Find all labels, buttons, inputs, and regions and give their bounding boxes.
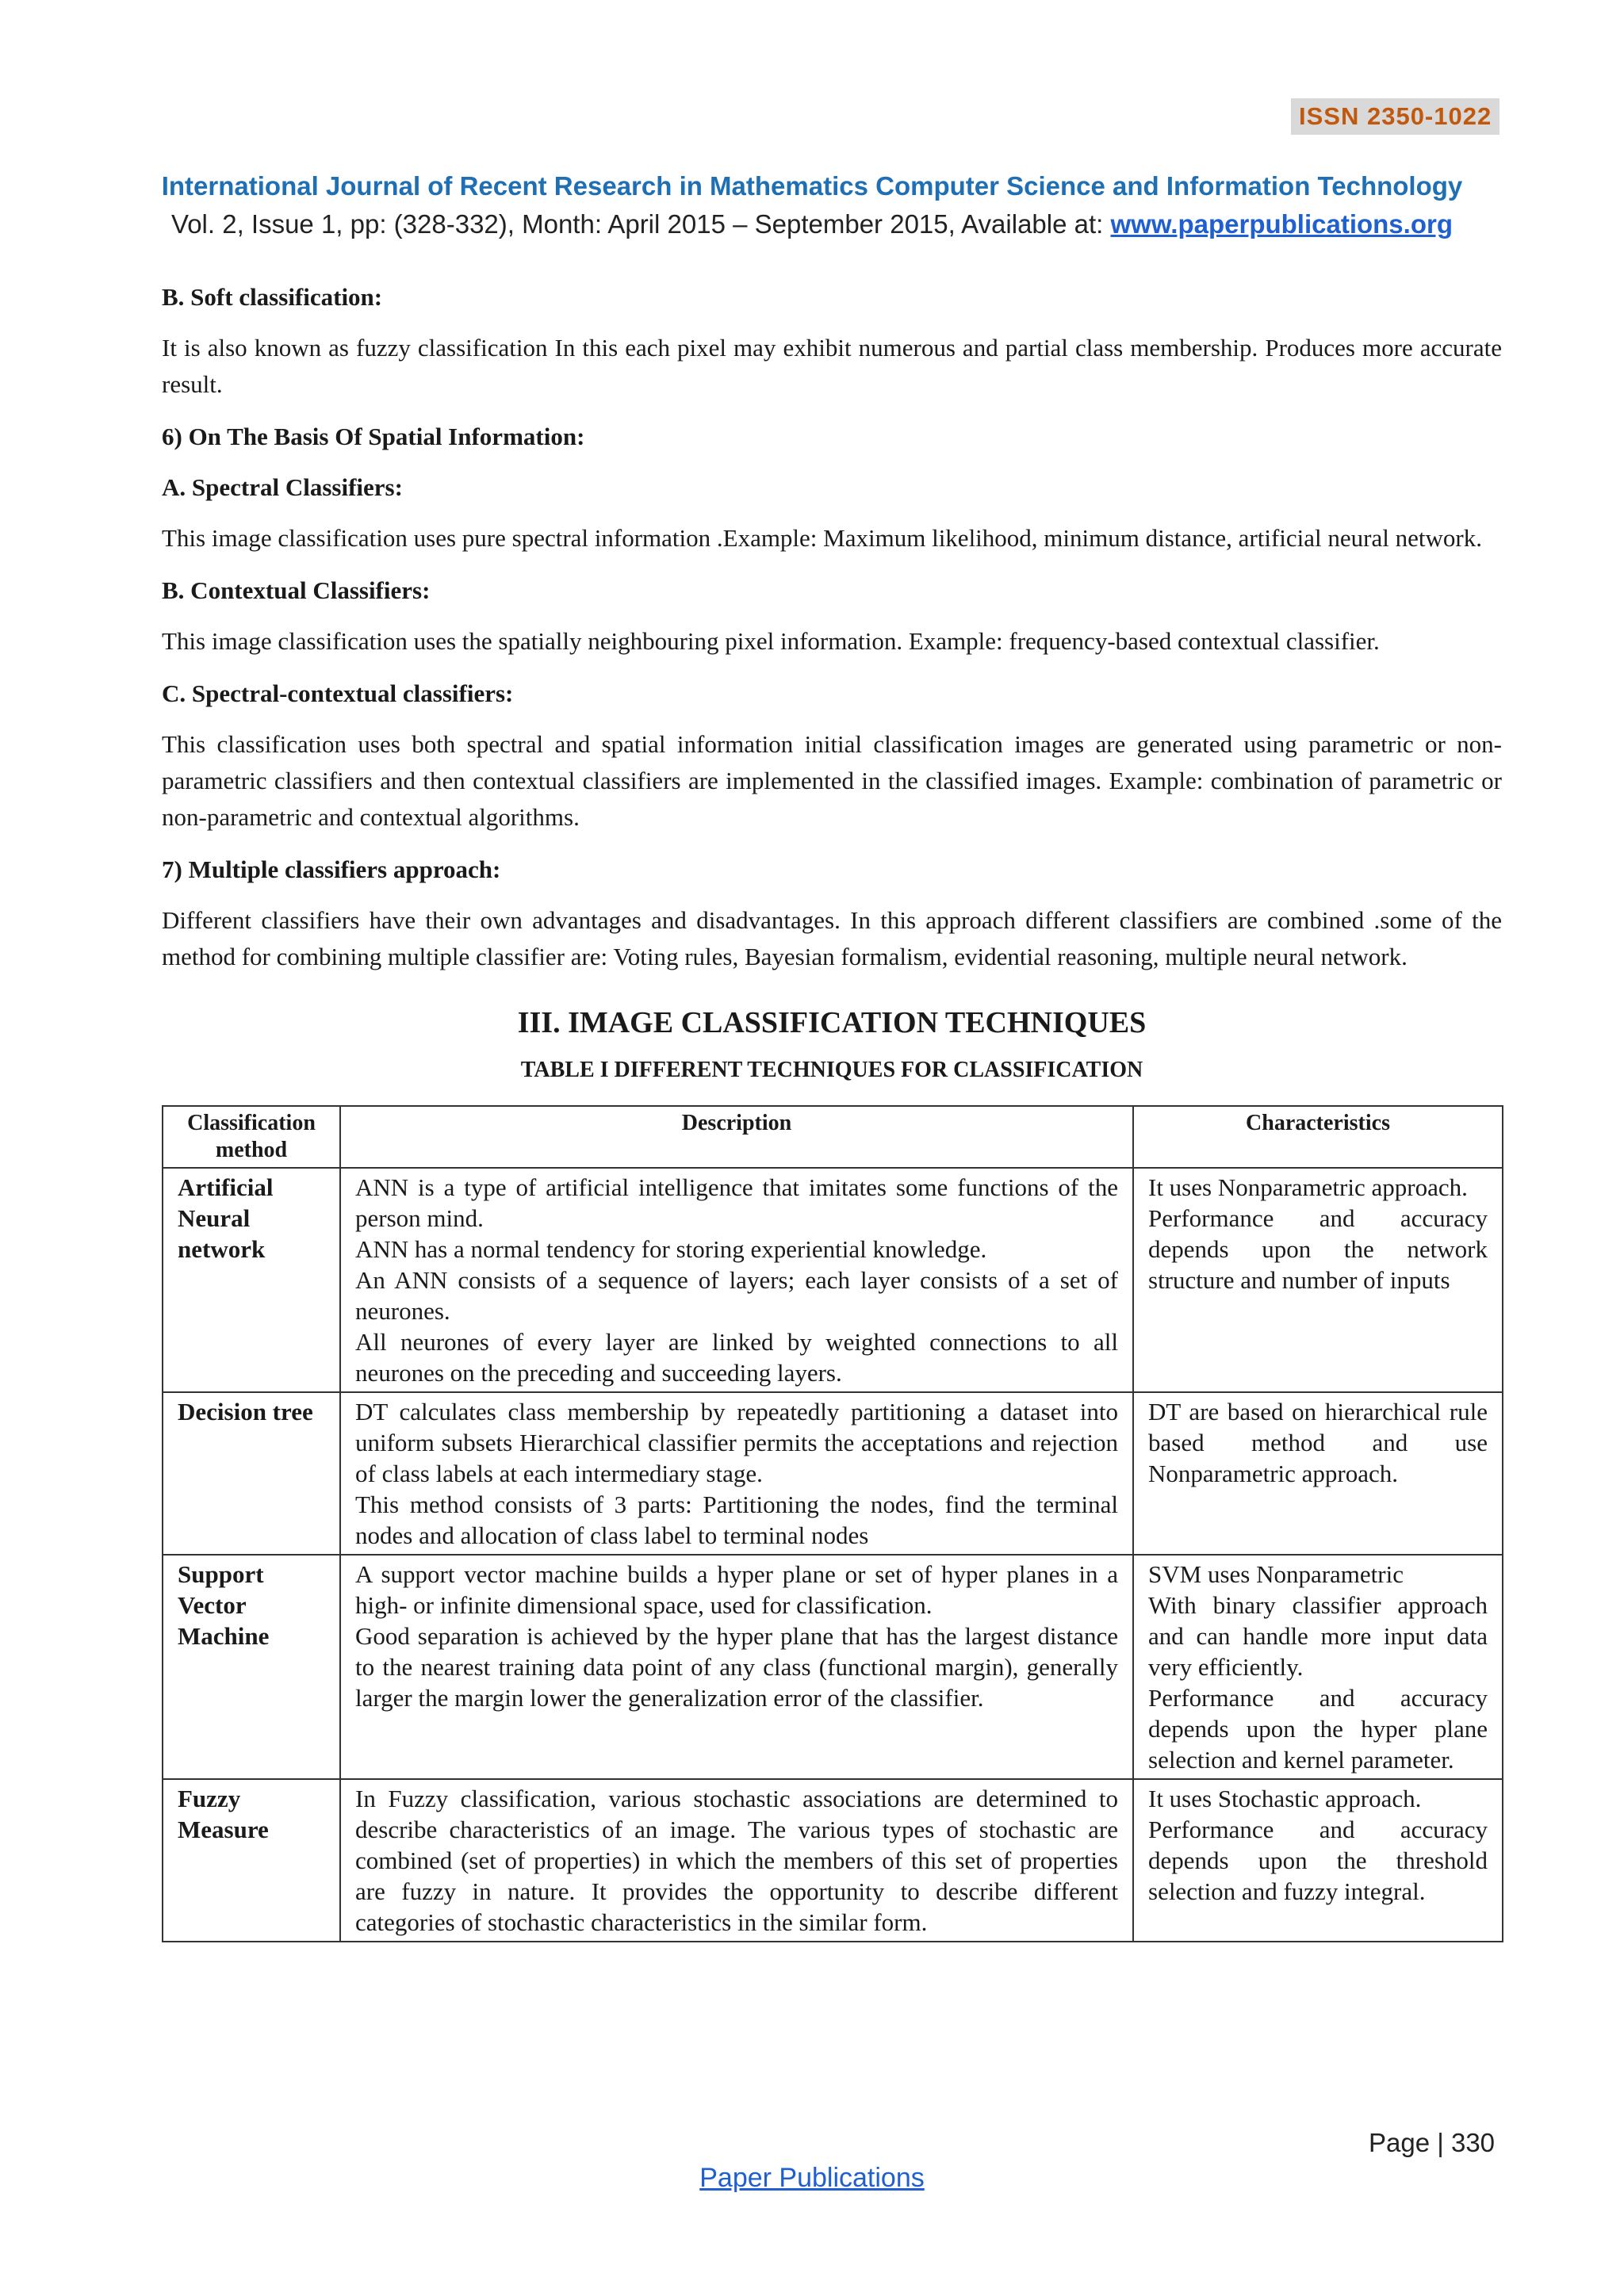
table-row [163,1779,1503,1942]
method-cell: Decision tree [163,1392,340,1555]
characteristics-line: DT are based on hierarchical rule based method and use Nonparametric approach. [1148,1398,1488,1487]
techniques-table [162,1105,1503,1942]
journal-title: International Journal of Recent Research in Mathematics Computer Science and Information Technology [161,171,1463,201]
issn-badge: ISSN 2350-1022 [1291,98,1500,135]
publisher-link[interactable]: Paper Publications [699,2163,925,2193]
description-cell [340,1168,1133,1392]
header-characteristics: Characteristics [1133,1106,1503,1168]
header-classification-method: Classification method [163,1106,340,1168]
characteristics-line: Performance and accuracy depends upon the threshold selection and fuzzy integral. [1148,1816,1488,1905]
characteristics-cell [1133,1168,1503,1392]
characteristics-line: It uses Nonparametric approach. [1148,1173,1468,1201]
table-row [163,1555,1503,1779]
journal-volume-line [0,209,1624,239]
characteristics-line: Performance and accuracy depends upon the hyper plane selection and kernel parameter. [1148,1684,1488,1774]
description-line: ANN has a normal tendency for storing experiential knowledge. [355,1235,987,1263]
method-cell: Support Vector Machine [163,1555,340,1779]
spatial-information-heading: 6) On The Basis Of Spatial Information: [162,423,585,450]
page-content [162,279,1502,1942]
multiple-classifiers-text: Different classifiers have their own advantages and disadvantages. In this approach different classifiers are combined .some of the method for combining multiple classifier are: Voting rules, Bayesian formalism, evidential reasoning, multiple neural network. [162,906,1502,970]
description-line: All neurones of every layer are linked by weighted connections to all neurones on the preceding and succeeding layers. [355,1328,1118,1387]
journal-website-link[interactable]: www.paperpublications.org [1110,209,1453,239]
characteristics-cell [1133,1779,1503,1942]
section-title: III. IMAGE CLASSIFICATION TECHNIQUES [517,1006,1147,1039]
characteristics-cell [1133,1555,1503,1779]
page-number: Page | 330 [1369,2128,1496,2157]
description-line: A support vector machine builds a hyper plane or set of hyper planes in a high- or infinite dimensional space, used for classification. [355,1560,1118,1619]
soft-classification-text: It is also known as fuzzy classification In this each pixel may exhibit numerous and partial class membership. Produces more accurate result. [162,334,1502,398]
volume-text: Vol. 2, Issue 1, pp: (328-332), Month: April 2015 – September 2015, Available at: [171,209,1111,239]
table-row [163,1168,1503,1392]
table-row [163,1392,1503,1555]
description-line: DT calculates class membership by repeatedly partitioning a dataset into uniform subsets Hierarchical classifier permits the acceptations and rejection of class labels at each intermediary stage. [355,1398,1118,1487]
description-cell [340,1555,1133,1779]
spectral-contextual-text: This classification uses both spectral and spatial information initial classification images are generated using parametric or non-parametric classifiers and then contextual classifiers are implemented in the classified images. Example: combination of parametric or non-parametric and contextual algorithms. [162,730,1502,831]
description-line: This method consists of 3 parts: Partitioning the nodes, find the terminal nodes and allocation of class label to terminal nodes [355,1490,1118,1549]
characteristics-cell [1133,1392,1503,1555]
contextual-classifiers-text: This image classification uses the spatially neighbouring pixel information. Example: frequency-based contextual classifier. [162,627,1380,655]
characteristics-line: SVM uses Nonparametric [1148,1560,1404,1588]
method-cell: Artificial Neural network [163,1168,340,1392]
table-caption: TABLE I DIFFERENT TECHNIQUES FOR CLASSIFICATION [520,1058,1143,1082]
spectral-classifiers-text: This image classification uses pure spectral information .Example: Maximum likelihood, minimum distance, artificial neural network. [162,524,1482,552]
table-header-row [163,1106,1503,1168]
spectral-classifiers-heading: A. Spectral Classifiers: [162,473,403,501]
characteristics-line: With binary classifier approach and can handle more input data very efficiently. [1148,1591,1488,1681]
soft-classification-heading: B. Soft classification: [162,283,383,311]
method-cell: Fuzzy Measure [163,1779,340,1942]
description-line: ANN is a type of artificial intelligence that imitates some functions of the person mind. [355,1173,1118,1232]
characteristics-line: Performance and accuracy depends upon the network structure and number of inputs [1148,1204,1488,1294]
description-line: In Fuzzy classification, various stochastic associations are determined to describe characteristics of an image. The various types of stochastic are combined (set of properties) in which the members of this set of properties are fuzzy in nature. It provides the opportunity to describe different categories of stochastic characteristics in the similar form. [355,1785,1118,1936]
characteristics-line: It uses Stochastic approach. [1148,1785,1422,1812]
description-cell [340,1779,1133,1942]
description-cell [340,1392,1133,1555]
description-line: Good separation is achieved by the hyper plane that has the largest distance to the nearest training data point of any class (functional margin), generally larger the margin lower the generalization error of the classifier. [355,1622,1118,1712]
multiple-classifiers-heading: 7) Multiple classifiers approach: [162,855,501,883]
spectral-contextual-heading: C. Spectral-contextual classifiers: [162,679,514,707]
header-description: Description [340,1106,1133,1168]
description-line: An ANN consists of a sequence of layers; each layer consists of a set of neurones. [355,1266,1118,1325]
contextual-classifiers-heading: B. Contextual Classifiers: [162,576,431,604]
